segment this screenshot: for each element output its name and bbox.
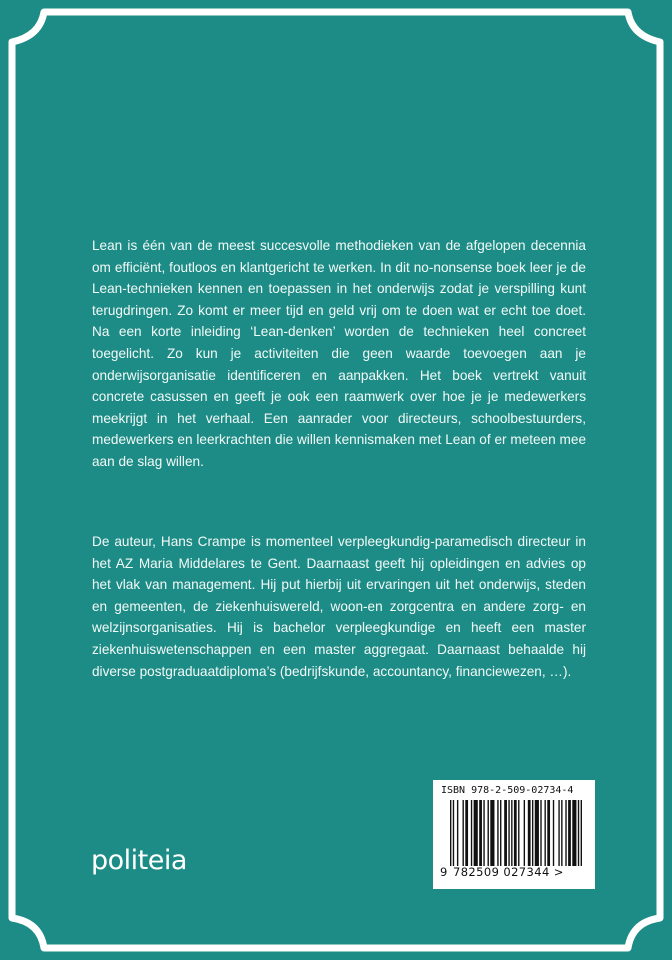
ean-digits: 782509 027344 >: [453, 865, 564, 879]
barcode-bar: [572, 800, 576, 866]
barcode-bar: [463, 800, 464, 866]
author-bio: De auteur, Hans Crampe is momenteel verpleegkundig-paramedisch directeur in het AZ Maria Middelares te Gent. Daarnaast geeft hij opleidingen en advies op het vlak van management. Hij put hierbij uit ervaringen uit het onderwijs, steden en gemeenten, de ziekenhuiswereld, woon-en zorgcentra en andere zorg- en welzijnsorganisaties. Hij is bachelor verpleegkundige en heeft een master ziekenhuiswetenschappen en een master aggregaat. Daarnaast behaalde hij diverse postgraduaatdiploma’s (bedrijfskunde, accountancy, financiewezen, …).: [92, 534, 586, 679]
barcode-bar: [532, 800, 533, 866]
barcode-bar: [528, 800, 531, 866]
barcode-bar: [518, 800, 519, 866]
barcode-bar: [558, 800, 559, 866]
barcode-bar: [508, 800, 509, 866]
barcode-bar: [544, 800, 545, 866]
barcode-bar: [565, 800, 566, 866]
barcode-bar: [471, 800, 472, 866]
barcode-bar: [568, 800, 571, 866]
barcode-bar: [500, 800, 501, 866]
ean-first-digit: 9: [440, 865, 448, 879]
barcode-bar: [581, 800, 582, 866]
barcode-bar: [490, 800, 494, 866]
barcode-bar: [540, 800, 541, 866]
barcode-bar: [457, 800, 458, 866]
barcode-bar: [504, 800, 507, 866]
barcode-bar: [561, 800, 562, 866]
barcode-bar: [474, 800, 478, 866]
barcode-bar: [578, 800, 579, 866]
barcode-bar: [488, 800, 489, 866]
barcode-bar: [524, 800, 525, 866]
barcode-bar: [535, 800, 539, 866]
barcode-bar: [479, 800, 482, 866]
isbn-label: ISBN 978-2-509-02734-4: [441, 785, 574, 796]
barcode-icon: [450, 800, 582, 866]
barcode-bar: [514, 800, 517, 866]
publisher-logo: politeia: [91, 845, 187, 876]
barcode-bar: [450, 800, 451, 866]
barcode-bar: [511, 800, 512, 866]
barcode-bar: [465, 800, 468, 866]
barcode-bar: [553, 800, 554, 866]
barcode-block: [433, 780, 595, 889]
book-description: Lean is één van de meest succesvolle methodieken van de afgelopen decennia om efficiënt, foutloos en klantgericht te werken. In dit no-nonsense boek leer je de Lean-technieken kennen en toepassen in het onderwijs zodat je verspilling kunt terugdringen. Zo komt er meer tijd en geld vrij om te doen wat er echt toe doet. Na een korte inleiding ‘Lean-denken’ worden de technieken heel concreet toegelicht. Zo kun je activiteiten die geen waarde toevoegen aan je onderwijsorganisatie identificeren en aanpakken. Het boek vertrekt vanuit concrete casussen en geeft je ook een raamwerk over hoe je je medewerkers meekrijgt in het verhaal. Een aanrader voor directeurs, schoolbestuurders, medewerkers en leerkrachten die willen kennismaken met Lean of er meteen mee aan de slag willen.: [92, 238, 586, 469]
barcode-bar: [483, 800, 484, 866]
barcode-bar: [453, 800, 454, 866]
barcode-bar: [497, 800, 498, 866]
barcode-bar: [547, 800, 550, 866]
